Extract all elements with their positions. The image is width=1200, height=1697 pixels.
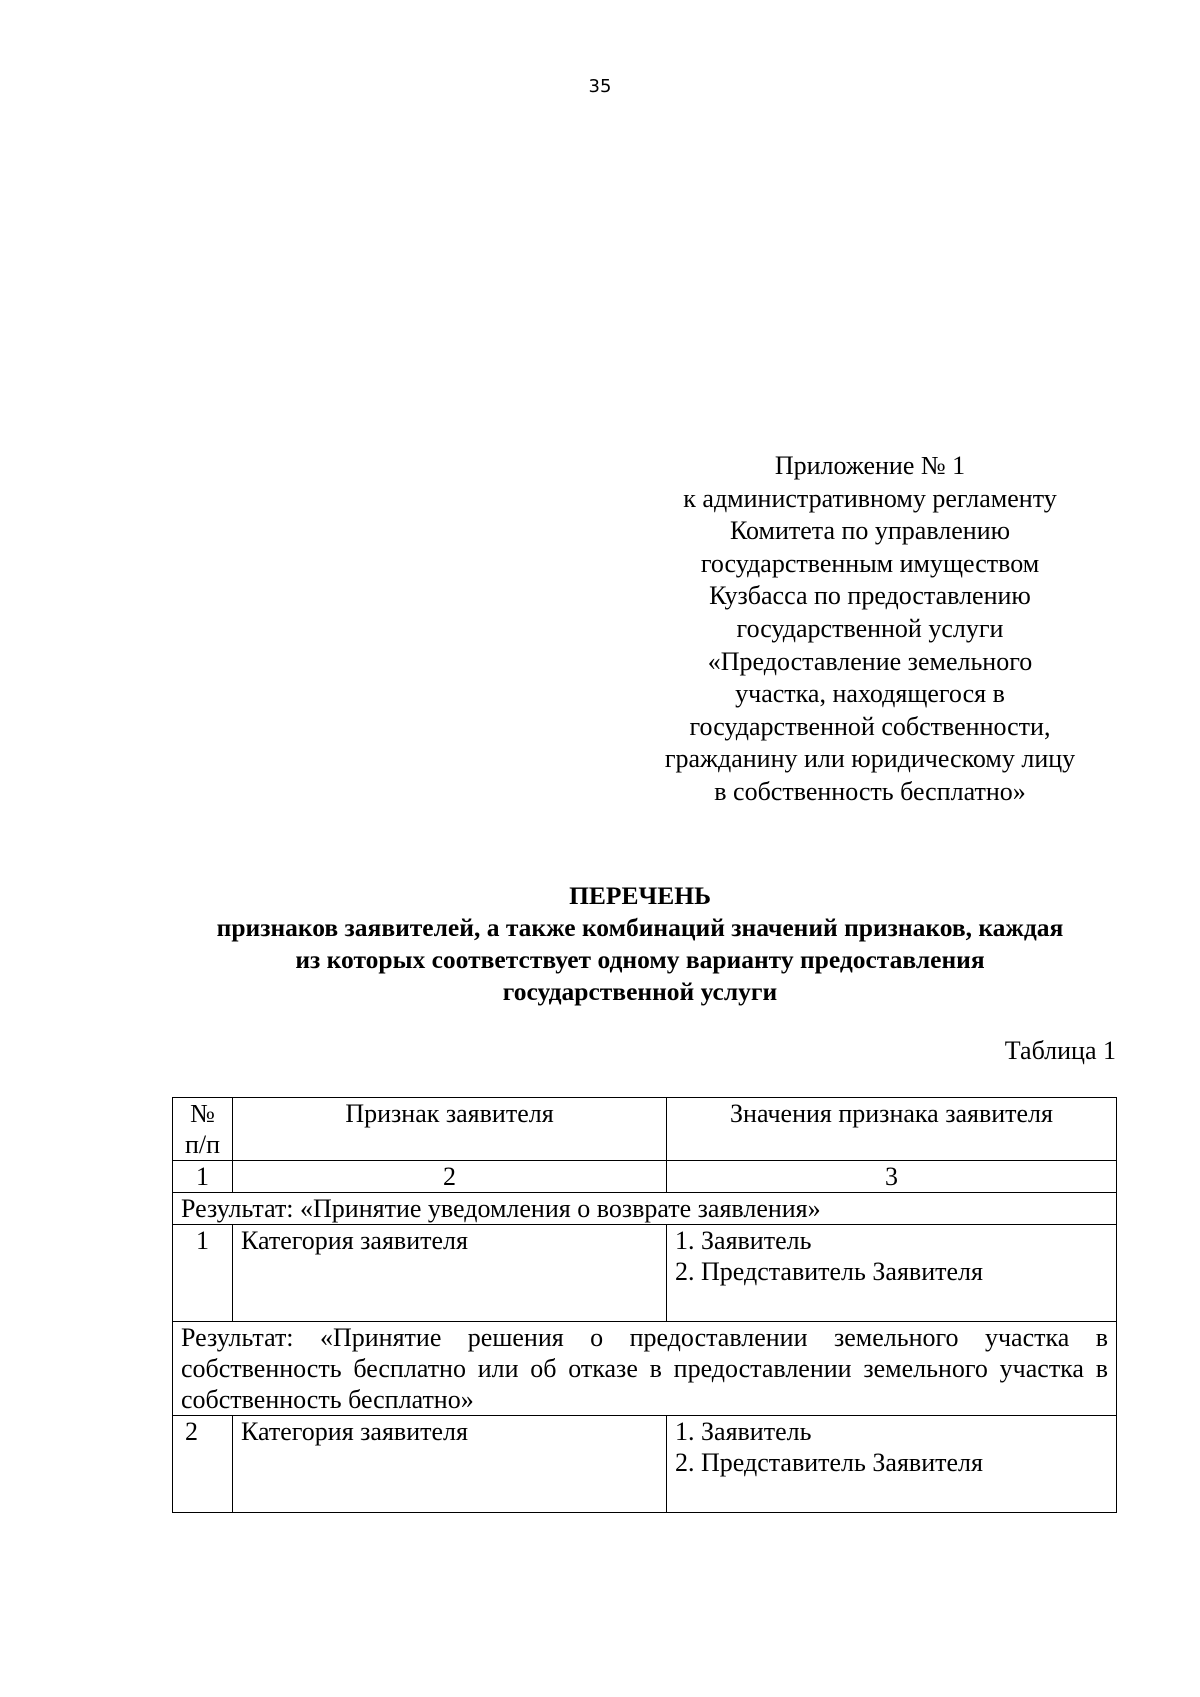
appendix-line: государственным имуществом <box>700 548 1040 578</box>
row-feature: Категория заявителя <box>233 1416 667 1513</box>
heading-line: признаков заявителей, а также комбинаций значений признаков, каждая <box>216 913 1064 942</box>
document-heading <box>160 880 1120 1008</box>
result-cell: Результат: «Принятие решения о предоставлении земельного участка в собственность бесплатно или об отказе в предоставлении земельного участка в собственность бесплатно» <box>173 1322 1117 1416</box>
row-feature: Категория заявителя <box>233 1225 667 1322</box>
appendix-line: гражданину или юридическому лицу <box>664 744 1076 774</box>
result-row <box>173 1193 1117 1225</box>
row-number: 2 <box>173 1416 233 1513</box>
applicant-features-table <box>172 1097 1117 1513</box>
table-row <box>173 1225 1117 1322</box>
appendix-line: «Предоставление земельного <box>707 646 1033 676</box>
table-header-row <box>173 1098 1117 1161</box>
appendix-line: Комитета по управлению <box>729 516 1011 546</box>
heading-title: ПЕРЕЧЕНЬ <box>569 881 711 910</box>
column-number-row <box>173 1161 1117 1193</box>
column-number-cell: 2 <box>233 1161 667 1193</box>
result-row <box>173 1322 1117 1416</box>
page-number: 35 <box>588 76 612 97</box>
column-number-cell: 3 <box>667 1161 1117 1193</box>
heading-line: государственной услуги <box>502 977 778 1006</box>
appendix-line: государственной собственности, <box>689 711 1051 741</box>
appendix-line: Кузбасса по предоставлению <box>709 581 1031 611</box>
appendix-line: Приложение № 1 <box>774 451 966 480</box>
result-cell: Результат: «Принятие уведомления о возврате заявления» <box>173 1193 1117 1225</box>
value-item: 1. Заявитель <box>675 1417 812 1446</box>
row-number: 1 <box>173 1225 233 1322</box>
appendix-line: государственной услуги <box>736 613 1004 643</box>
header-cell-number: № п/п <box>173 1098 233 1161</box>
row-values <box>667 1416 1117 1513</box>
value-item: 2. Представитель Заявителя <box>675 1257 983 1286</box>
appendix-line: в собственность бесплатно» <box>714 776 1026 806</box>
header-cell-feature: Признак заявителя <box>233 1098 667 1161</box>
row-values <box>667 1225 1117 1322</box>
value-item: 2. Представитель Заявителя <box>675 1448 983 1477</box>
appendix-header <box>640 450 1100 809</box>
appendix-line: участка, находящегося в <box>735 679 1005 709</box>
table-label: Таблица 1 <box>1004 1036 1116 1065</box>
column-number-cell: 1 <box>173 1161 233 1193</box>
appendix-line: к административному регламенту <box>683 483 1057 513</box>
value-item: 1. Заявитель <box>675 1226 812 1255</box>
heading-line: из которых соответствует одному варианту предоставления <box>295 945 985 974</box>
table-row <box>173 1416 1117 1513</box>
header-cell-values: Значения признака заявителя <box>667 1098 1117 1161</box>
